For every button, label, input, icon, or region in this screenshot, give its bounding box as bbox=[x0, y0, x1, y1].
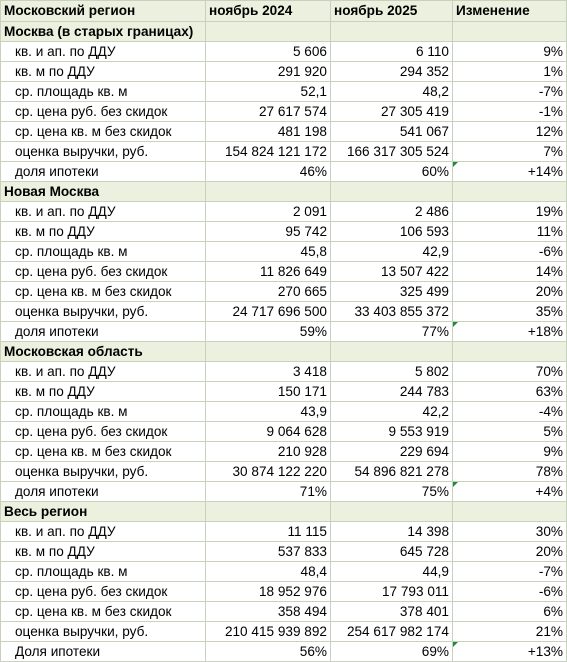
value-2025-cell[interactable] bbox=[331, 202, 453, 222]
value-2024-cell[interactable] bbox=[206, 102, 331, 122]
cell-text: 12% bbox=[535, 123, 563, 139]
cell-text: ср. цена кв. м без скидок bbox=[15, 443, 172, 459]
value-2024-cell[interactable] bbox=[206, 462, 331, 482]
cell-text: 2 091 bbox=[292, 203, 327, 219]
change-cell[interactable] bbox=[453, 42, 567, 62]
cell-text: 2 486 bbox=[414, 203, 449, 219]
cell-text: 20% bbox=[535, 543, 563, 559]
value-2024-cell[interactable] bbox=[206, 382, 331, 402]
change-cell[interactable] bbox=[453, 582, 567, 602]
value-2024-cell[interactable] bbox=[206, 82, 331, 102]
section-title[interactable]: Московская область bbox=[1, 342, 206, 362]
cell-text: доля ипотеки bbox=[15, 323, 99, 339]
cell-text: 59% bbox=[299, 323, 327, 339]
value-2024-cell[interactable] bbox=[206, 162, 331, 182]
change-cell[interactable] bbox=[453, 362, 567, 382]
cell-text: доля ипотеки bbox=[15, 483, 99, 499]
value-2024-cell[interactable] bbox=[206, 62, 331, 82]
cell-text: 244 783 bbox=[399, 383, 449, 399]
change-cell[interactable] bbox=[453, 122, 567, 142]
metric-label-cell[interactable] bbox=[1, 122, 206, 142]
metric-label-cell[interactable] bbox=[1, 262, 206, 282]
change-cell[interactable] bbox=[453, 622, 567, 642]
cell-text: 18 952 976 bbox=[258, 583, 327, 599]
comment-marker-icon bbox=[453, 162, 458, 167]
cell-text: 166 317 305 524 bbox=[346, 143, 449, 159]
cell-text: 11% bbox=[536, 223, 563, 239]
cell-text: 19% bbox=[535, 203, 563, 219]
cell-text: 42,9 bbox=[422, 243, 449, 259]
table-row bbox=[1, 442, 567, 462]
value-2024-cell[interactable] bbox=[206, 542, 331, 562]
value-2024-cell[interactable] bbox=[206, 42, 331, 62]
section-empty-cell[interactable] bbox=[206, 22, 331, 42]
cell-text: оценка выручки, руб. bbox=[15, 623, 149, 639]
cell-text: 378 401 bbox=[399, 603, 449, 619]
value-2025-cell[interactable] bbox=[331, 222, 453, 242]
value-2025-cell[interactable] bbox=[331, 102, 453, 122]
cell-text: 154 824 121 172 bbox=[224, 143, 327, 159]
metric-label-cell[interactable] bbox=[1, 202, 206, 222]
change-cell[interactable] bbox=[453, 322, 567, 342]
section-title[interactable]: Москва (в старых границах) bbox=[1, 22, 206, 42]
cell-text: 70% bbox=[535, 363, 563, 379]
cell-text: 42,2 bbox=[422, 403, 449, 419]
section-empty-cell[interactable] bbox=[331, 22, 453, 42]
value-2024-cell[interactable] bbox=[206, 282, 331, 302]
cell-text: 9 064 628 bbox=[266, 423, 327, 439]
cell-text: -6% bbox=[538, 243, 563, 259]
metric-label-cell[interactable] bbox=[1, 282, 206, 302]
value-2025-cell[interactable] bbox=[331, 82, 453, 102]
cell-text: 325 499 bbox=[399, 283, 449, 299]
cell-text: ср. цена руб. без скидок bbox=[15, 583, 168, 599]
cell-text: 9 553 919 bbox=[388, 423, 449, 439]
table-row bbox=[1, 42, 567, 62]
change-cell[interactable] bbox=[453, 422, 567, 442]
cell-text: 17 793 011 bbox=[381, 583, 449, 599]
cell-text: 27 305 419 bbox=[380, 103, 449, 119]
value-2024-cell[interactable] bbox=[206, 642, 331, 662]
change-cell[interactable] bbox=[453, 402, 567, 422]
value-2025-cell[interactable] bbox=[331, 382, 453, 402]
value-2025-cell[interactable] bbox=[331, 622, 453, 642]
change-cell[interactable] bbox=[453, 162, 567, 182]
cell-text: 43,9 bbox=[300, 403, 327, 419]
value-2024-cell[interactable] bbox=[206, 362, 331, 382]
metric-label-cell[interactable] bbox=[1, 302, 206, 322]
section-empty-cell[interactable] bbox=[453, 22, 567, 42]
header-row bbox=[1, 1, 567, 22]
value-2025-cell[interactable] bbox=[331, 562, 453, 582]
section-empty-cell[interactable] bbox=[331, 182, 453, 202]
value-2024-cell[interactable] bbox=[206, 202, 331, 222]
cell-text: кв. м по ДДУ bbox=[15, 543, 95, 559]
value-2025-cell[interactable] bbox=[331, 602, 453, 622]
table-row bbox=[1, 422, 567, 442]
section-empty-cell[interactable] bbox=[453, 502, 567, 522]
cell-text: 52,1 bbox=[300, 83, 327, 99]
value-2024-cell[interactable] bbox=[206, 322, 331, 342]
metric-label-cell[interactable] bbox=[1, 362, 206, 382]
table-row bbox=[1, 302, 567, 322]
change-cell[interactable] bbox=[453, 62, 567, 82]
cell-text: 210 415 939 892 bbox=[224, 623, 327, 639]
cell-text: 481 198 bbox=[277, 123, 327, 139]
value-2024-cell[interactable] bbox=[206, 622, 331, 642]
comment-marker-icon bbox=[453, 482, 458, 487]
metric-label-cell[interactable] bbox=[1, 462, 206, 482]
cell-text: 24 717 696 500 bbox=[232, 303, 327, 319]
value-2025-cell[interactable] bbox=[331, 242, 453, 262]
cell-text: 270 665 bbox=[277, 283, 327, 299]
change-cell[interactable] bbox=[453, 602, 567, 622]
table-row bbox=[1, 82, 567, 102]
cell-text: 46% bbox=[299, 163, 327, 179]
cell-text: 541 067 bbox=[399, 123, 449, 139]
table-row bbox=[1, 162, 567, 182]
section-empty-cell[interactable] bbox=[453, 182, 567, 202]
change-cell[interactable] bbox=[453, 102, 567, 122]
cell-text: 210 928 bbox=[277, 443, 327, 459]
cell-text: ср. цена руб. без скидок bbox=[15, 423, 168, 439]
metric-label-cell[interactable] bbox=[1, 422, 206, 442]
cell-text: ср. цена руб. без скидок bbox=[15, 263, 168, 279]
cell-text: кв. и ап. по ДДУ bbox=[15, 43, 116, 59]
cell-text: 11 826 649 bbox=[259, 263, 327, 279]
metric-label-cell[interactable] bbox=[1, 42, 206, 62]
section-empty-cell[interactable] bbox=[206, 502, 331, 522]
cell-text: Доля ипотеки bbox=[15, 643, 101, 659]
table-row bbox=[1, 382, 567, 402]
comment-marker-icon bbox=[453, 322, 458, 327]
cell-text: кв. и ап. по ДДУ bbox=[15, 203, 116, 219]
value-2025-cell[interactable] bbox=[331, 642, 453, 662]
cell-text: кв. м по ДДУ bbox=[15, 223, 95, 239]
section-empty-cell[interactable] bbox=[331, 342, 453, 362]
section-empty-cell[interactable] bbox=[331, 502, 453, 522]
value-2024-cell[interactable] bbox=[206, 562, 331, 582]
cell-text: +4% bbox=[535, 483, 563, 499]
value-2025-cell[interactable] bbox=[331, 542, 453, 562]
table-row bbox=[1, 202, 567, 222]
cell-text: 6% bbox=[543, 603, 563, 619]
cell-text: 69% bbox=[421, 643, 449, 659]
cell-text: 77% bbox=[421, 323, 449, 339]
value-2024-cell[interactable] bbox=[206, 302, 331, 322]
cell-text: 45,8 bbox=[300, 243, 327, 259]
cell-text: 6 110 bbox=[415, 43, 449, 59]
table-row bbox=[1, 102, 567, 122]
cell-text: 106 593 bbox=[399, 223, 449, 239]
change-cell[interactable] bbox=[453, 302, 567, 322]
value-2025-cell[interactable] bbox=[331, 162, 453, 182]
value-2025-cell[interactable] bbox=[331, 142, 453, 162]
change-cell[interactable] bbox=[453, 142, 567, 162]
value-2024-cell[interactable] bbox=[206, 242, 331, 262]
table-row bbox=[1, 362, 567, 382]
table-row bbox=[1, 62, 567, 82]
header-nov-2024[interactable]: ноябрь 2024 bbox=[206, 1, 331, 22]
cell-text: кв. и ап. по ДДУ bbox=[15, 363, 116, 379]
value-2024-cell[interactable] bbox=[206, 422, 331, 442]
cell-text: 30% bbox=[535, 523, 563, 539]
metric-label-cell[interactable] bbox=[1, 82, 206, 102]
cell-text: 13 507 422 bbox=[380, 263, 449, 279]
header-region[interactable]: Московский регион bbox=[1, 1, 206, 22]
cell-text: ср. площадь кв. м bbox=[15, 243, 128, 259]
change-cell[interactable] bbox=[453, 282, 567, 302]
change-cell[interactable] bbox=[453, 482, 567, 502]
cell-text: 358 494 bbox=[277, 603, 327, 619]
metric-label-cell[interactable] bbox=[1, 402, 206, 422]
change-cell[interactable] bbox=[453, 202, 567, 222]
cell-text: ср. цена руб. без скидок bbox=[15, 103, 168, 119]
cell-text: 254 617 982 174 bbox=[346, 623, 449, 639]
cell-text: 48,4 bbox=[300, 563, 327, 579]
value-2024-cell[interactable] bbox=[206, 522, 331, 542]
value-2024-cell[interactable] bbox=[206, 122, 331, 142]
value-2025-cell[interactable] bbox=[331, 482, 453, 502]
cell-text: 14% bbox=[535, 263, 563, 279]
cell-text: 294 352 bbox=[399, 63, 449, 79]
table-row bbox=[1, 602, 567, 622]
value-2025-cell[interactable] bbox=[331, 582, 453, 602]
cell-text: +13% bbox=[527, 643, 563, 659]
value-2024-cell[interactable] bbox=[206, 482, 331, 502]
table-row bbox=[1, 622, 567, 642]
cell-text: ср. площадь кв. м bbox=[15, 83, 128, 99]
change-cell[interactable] bbox=[453, 382, 567, 402]
cell-text: ср. площадь кв. м bbox=[15, 403, 128, 419]
change-cell[interactable] bbox=[453, 642, 567, 662]
value-2025-cell[interactable] bbox=[331, 302, 453, 322]
cell-text: 78% bbox=[535, 463, 563, 479]
value-2024-cell[interactable] bbox=[206, 402, 331, 422]
value-2024-cell[interactable] bbox=[206, 262, 331, 282]
table-row bbox=[1, 402, 567, 422]
value-2025-cell[interactable] bbox=[331, 322, 453, 342]
value-2025-cell[interactable] bbox=[331, 122, 453, 142]
cell-text: оценка выручки, руб. bbox=[15, 463, 149, 479]
table-row bbox=[1, 262, 567, 282]
change-cell[interactable] bbox=[453, 542, 567, 562]
section-empty-cell[interactable] bbox=[206, 182, 331, 202]
cell-text: 44,9 bbox=[422, 563, 449, 579]
table-row bbox=[1, 282, 567, 302]
header-change[interactable]: Изменение bbox=[453, 1, 567, 22]
section-header-row bbox=[1, 342, 567, 362]
cell-text: 35% bbox=[535, 303, 563, 319]
cell-text: -7% bbox=[538, 563, 563, 579]
value-2024-cell[interactable] bbox=[206, 582, 331, 602]
metric-label-cell[interactable] bbox=[1, 382, 206, 402]
metric-label-cell[interactable] bbox=[1, 602, 206, 622]
value-2025-cell[interactable] bbox=[331, 422, 453, 442]
change-cell[interactable] bbox=[453, 462, 567, 482]
cell-text: 48,2 bbox=[422, 83, 449, 99]
cell-text: -7% bbox=[538, 83, 563, 99]
metric-label-cell[interactable] bbox=[1, 622, 206, 642]
table-row bbox=[1, 582, 567, 602]
cell-text: кв. м по ДДУ bbox=[15, 383, 95, 399]
metric-label-cell[interactable] bbox=[1, 242, 206, 262]
value-2024-cell[interactable] bbox=[206, 442, 331, 462]
change-cell[interactable] bbox=[453, 222, 567, 242]
table-row bbox=[1, 522, 567, 542]
table-row bbox=[1, 642, 567, 662]
cell-text: +14% bbox=[527, 163, 563, 179]
table-row bbox=[1, 142, 567, 162]
change-cell[interactable] bbox=[453, 242, 567, 262]
value-2025-cell[interactable] bbox=[331, 62, 453, 82]
cell-text: доля ипотеки bbox=[15, 163, 99, 179]
cell-text: 75% bbox=[421, 483, 449, 499]
cell-text: оценка выручки, руб. bbox=[15, 303, 149, 319]
cell-text: 30 874 122 220 bbox=[232, 463, 327, 479]
metric-label-cell[interactable] bbox=[1, 162, 206, 182]
section-empty-cell[interactable] bbox=[206, 342, 331, 362]
change-cell[interactable] bbox=[453, 82, 567, 102]
cell-text: 11 115 bbox=[287, 523, 327, 539]
table-row bbox=[1, 242, 567, 262]
cell-text: 537 833 bbox=[277, 543, 327, 559]
table-body bbox=[1, 22, 567, 662]
cell-text: 71% bbox=[299, 483, 327, 499]
change-cell[interactable] bbox=[453, 522, 567, 542]
table-row bbox=[1, 462, 567, 482]
section-header-row bbox=[1, 22, 567, 42]
cell-text: 20% bbox=[535, 283, 563, 299]
value-2025-cell[interactable] bbox=[331, 42, 453, 62]
table-row bbox=[1, 322, 567, 342]
table-row bbox=[1, 122, 567, 142]
cell-text: -4% bbox=[538, 403, 563, 419]
cell-text: оценка выручки, руб. bbox=[15, 143, 149, 159]
cell-text: 7% bbox=[543, 143, 563, 159]
cell-text: 5% bbox=[543, 423, 563, 439]
cell-text: 21% bbox=[535, 623, 563, 639]
cell-text: 229 694 bbox=[399, 443, 449, 459]
table-row bbox=[1, 222, 567, 242]
cell-text: 291 920 bbox=[277, 63, 327, 79]
section-title[interactable]: Новая Москва bbox=[1, 182, 206, 202]
change-cell[interactable] bbox=[453, 262, 567, 282]
cell-text: -1% bbox=[538, 103, 563, 119]
cell-text: 5 606 bbox=[292, 43, 327, 59]
section-header-row bbox=[1, 502, 567, 522]
cell-text: 27 617 574 bbox=[258, 103, 327, 119]
value-2025-cell[interactable] bbox=[331, 362, 453, 382]
section-header-row bbox=[1, 182, 567, 202]
value-2024-cell[interactable] bbox=[206, 142, 331, 162]
cell-text: 1% bbox=[543, 63, 563, 79]
value-2025-cell[interactable] bbox=[331, 402, 453, 422]
table-row bbox=[1, 542, 567, 562]
metric-label-cell[interactable] bbox=[1, 222, 206, 242]
section-title[interactable]: Весь регион bbox=[1, 502, 206, 522]
cell-text: кв. м по ДДУ bbox=[15, 63, 95, 79]
cell-text: 5 802 bbox=[414, 363, 449, 379]
cell-text: 645 728 bbox=[399, 543, 449, 559]
metric-label-cell[interactable] bbox=[1, 522, 206, 542]
cell-text: 9% bbox=[543, 443, 563, 459]
table-row bbox=[1, 562, 567, 582]
metric-label-cell[interactable] bbox=[1, 542, 206, 562]
metric-label-cell[interactable] bbox=[1, 322, 206, 342]
cell-text: кв. и ап. по ДДУ bbox=[15, 523, 116, 539]
cell-text: ср. цена кв. м без скидок bbox=[15, 283, 172, 299]
value-2025-cell[interactable] bbox=[331, 522, 453, 542]
value-2025-cell[interactable] bbox=[331, 462, 453, 482]
cell-text: -6% bbox=[538, 583, 563, 599]
table-row bbox=[1, 482, 567, 502]
value-2024-cell[interactable] bbox=[206, 602, 331, 622]
cell-text: 9% bbox=[543, 43, 563, 59]
cell-text: 33 403 855 372 bbox=[354, 303, 449, 319]
cell-text: 60% bbox=[421, 163, 449, 179]
cell-text: 14 398 bbox=[407, 523, 449, 539]
metric-label-cell[interactable] bbox=[1, 582, 206, 602]
metric-label-cell[interactable] bbox=[1, 62, 206, 82]
value-2025-cell[interactable] bbox=[331, 262, 453, 282]
cell-text: ср. цена кв. м без скидок bbox=[15, 603, 172, 619]
section-empty-cell[interactable] bbox=[453, 342, 567, 362]
cell-text: +18% bbox=[527, 323, 563, 339]
metric-label-cell[interactable] bbox=[1, 562, 206, 582]
metric-label-cell[interactable] bbox=[1, 442, 206, 462]
change-cell[interactable] bbox=[453, 442, 567, 462]
value-2025-cell[interactable] bbox=[331, 442, 453, 462]
comment-marker-icon bbox=[453, 642, 458, 647]
cell-text: 95 742 bbox=[285, 223, 327, 239]
cell-text: ср. площадь кв. м bbox=[15, 563, 128, 579]
metric-label-cell[interactable] bbox=[1, 142, 206, 162]
cell-text: 3 418 bbox=[292, 363, 327, 379]
header-nov-2025[interactable]: ноябрь 2025 bbox=[331, 1, 453, 22]
cell-text: 54 896 821 278 bbox=[354, 463, 449, 479]
metric-label-cell[interactable] bbox=[1, 482, 206, 502]
value-2024-cell[interactable] bbox=[206, 222, 331, 242]
cell-text: 150 171 bbox=[277, 383, 327, 399]
change-cell[interactable] bbox=[453, 562, 567, 582]
cell-text: 56% bbox=[299, 643, 327, 659]
metric-label-cell[interactable] bbox=[1, 642, 206, 662]
metric-label-cell[interactable] bbox=[1, 102, 206, 122]
value-2025-cell[interactable] bbox=[331, 282, 453, 302]
cell-text: ср. цена кв. м без скидок bbox=[15, 123, 172, 139]
cell-text: 63% bbox=[535, 383, 563, 399]
